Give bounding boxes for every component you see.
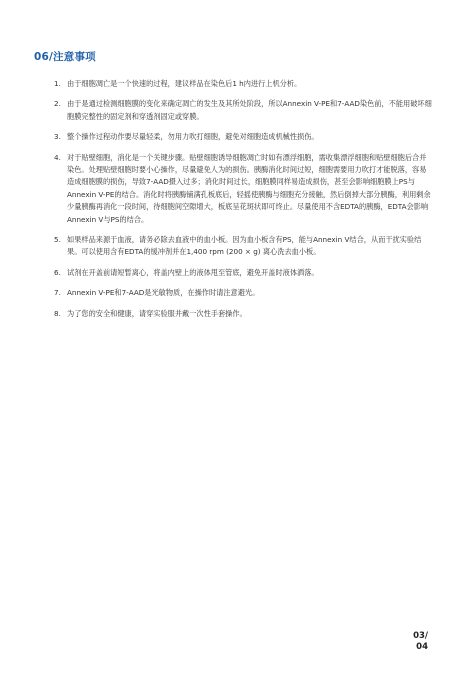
note-number: 7.: [54, 288, 61, 298]
note-number: 8.: [54, 308, 61, 318]
page-number-current: 03/: [413, 631, 428, 641]
note-number: 5.: [54, 235, 61, 245]
note-item: [54, 267, 432, 279]
page-number-total: 04: [416, 642, 428, 652]
note-item: [54, 131, 432, 143]
note-item: [54, 308, 432, 320]
note-item: [54, 234, 432, 259]
note-item: [54, 287, 432, 299]
note-item: [54, 152, 432, 226]
note-text: 为了您的安全和健康，请穿实验服并戴一次性手套操作。: [67, 308, 247, 318]
note-number: 2.: [54, 99, 61, 109]
note-text: Annexin V-PE和7-AAD是光敏物质，在操作时请注意避光。: [67, 288, 260, 298]
note-number: 4.: [54, 152, 61, 162]
note-text: 整个操作过程动作要尽量轻柔，勿用力吹打细胞，避免对细胞造成机械性损伤。: [67, 132, 319, 142]
note-text: 如果样品来源于血液，请务必除去血液中的血小板。因为血小板含有PS，能与Annexin V结合，从而干扰实验结果。可以使用含有EDTA的缓冲剂并在1,400 rpm (200 × g) 离心洗去血小板。: [67, 235, 422, 257]
note-text: 试剂在开盖前请短暂离心，将盖内壁上的液体甩至管底，避免开盖时液体洒落。: [67, 267, 319, 277]
note-item: [54, 78, 432, 90]
note-number: 1.: [54, 79, 61, 88]
page-number: [413, 631, 428, 653]
note-number: 3.: [54, 132, 61, 142]
note-item: [54, 98, 432, 123]
note-text: 由于是通过检测细胞膜的变化来确定凋亡的发生及其所处阶段，所以Annexin V-PE和7-AAD染色前，不能用破坏细胞膜完整性的固定剂和穿透剂固定或穿膜。: [67, 99, 432, 121]
notes-list: [54, 78, 432, 328]
section-title: 06/注意事项: [34, 51, 96, 63]
note-text: 由于细胞凋亡是一个快速的过程，建议样品在染色后1 h内进行上机分析。: [67, 79, 302, 88]
note-text: 对于贴壁细胞，消化是一个关键步骤。贴壁细胞诱导细胞凋亡时如有漂浮细胞，需收集漂浮细胞和贴壁细胞后合并染色。处理贴壁细胞时要小心操作，尽量避免人为的损伤。胰酶消化时间过短，细胞需要用力吹打才能脱落，容易造成细胞膜的损伤，导致7-AAD摄入过多；消化时间过长，细胞膜同样易造成损伤，甚至会影响细胞膜上PS与Annexin V-PE的结合。消化时将胰酶铺满孔板底后，轻摇使胰酶与细胞充分接触，然后倒掉大部分胰酶，利用剩余少量胰酶再消化一段时间，待细胞间空隙增大，板底呈花斑状即可终止。尽量使用不含EDTA的胰酶，EDTA会影响Annexin V与PS的结合。: [67, 152, 431, 224]
note-number: 6.: [54, 267, 61, 277]
